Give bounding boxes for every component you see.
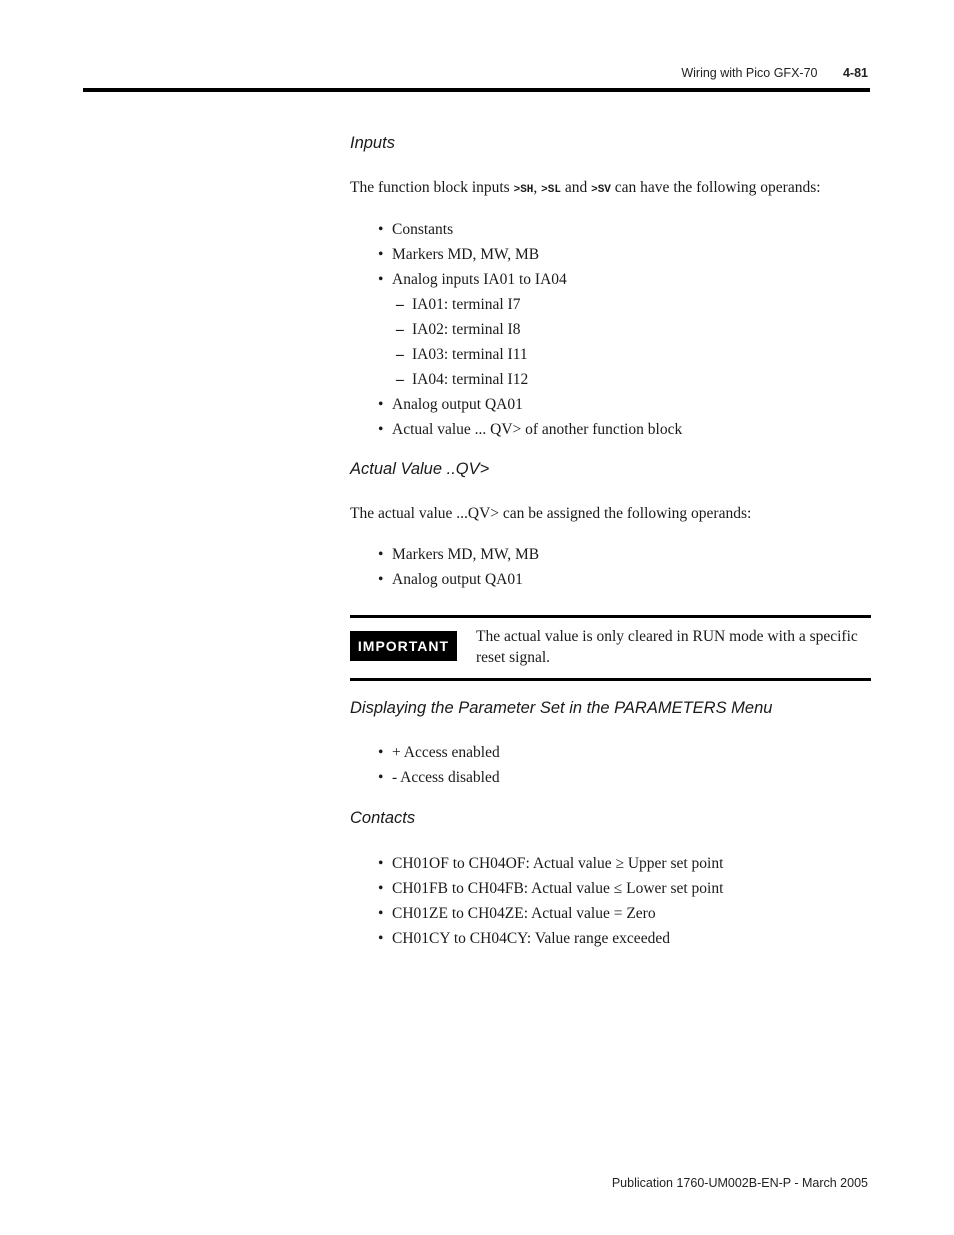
- list-item: • Analog output QA01: [378, 567, 539, 592]
- important-note: [350, 615, 871, 681]
- inputs-list: [378, 217, 682, 442]
- list-item: • CH01ZE to CH04ZE: Actual value = Zero: [378, 901, 723, 926]
- list-item: • Markers MD, MW, MB: [378, 242, 682, 267]
- header-title: Wiring with Pico GFX-70: [681, 66, 818, 80]
- important-label: IMPORTANT: [350, 631, 457, 661]
- parameters-heading: Displaying the Parameter Set in the PARAMETERS Menu: [350, 699, 773, 717]
- list-item: • - Access disabled: [378, 765, 500, 790]
- actual-value-list: [378, 542, 539, 592]
- list-item: • CH01FB to CH04FB: Actual value ≤ Lower set point: [378, 876, 723, 901]
- parameters-list: [378, 740, 500, 790]
- inputs-intro: [350, 179, 821, 197]
- inputs-intro-end: can have the following operands:: [610, 179, 821, 196]
- list-item: • CH01CY to CH04CY: Value range exceeded: [378, 926, 723, 951]
- inputs-intro-text: The function block inputs: [350, 179, 514, 196]
- sub-list-item: – IA04: terminal I12: [378, 367, 682, 392]
- inputs-intro-sep: ,: [533, 179, 542, 196]
- list-item: • Actual value ... QV> of another function block: [378, 417, 682, 442]
- operand-sl: >SL: [541, 184, 561, 196]
- contacts-list: [378, 851, 723, 951]
- actual-value-intro: The actual value ...QV> can be assigned the following operands:: [350, 505, 752, 522]
- list-item: • Markers MD, MW, MB: [378, 542, 539, 567]
- sub-list-item: – IA02: terminal I8: [378, 317, 682, 342]
- sub-list-item: – IA03: terminal I11: [378, 342, 682, 367]
- list-item: • Analog output QA01: [378, 392, 682, 417]
- sub-list-item: – IA01: terminal I7: [378, 292, 682, 317]
- operand-sh: >SH: [513, 184, 534, 196]
- page-header: [681, 66, 868, 80]
- actual-value-heading: Actual Value ..QV>: [350, 460, 490, 478]
- operand-sv: >SV: [591, 184, 611, 196]
- list-item: • Constants: [378, 217, 682, 242]
- header-rule: [83, 88, 870, 92]
- page-number: 4-81: [842, 66, 868, 80]
- list-item: • Analog inputs IA01 to IA04: [378, 267, 682, 292]
- contacts-heading: Contacts: [350, 809, 416, 827]
- list-item: • CH01OF to CH04OF: Actual value ≥ Upper set point: [378, 851, 723, 876]
- inputs-intro-and: and: [560, 179, 592, 196]
- page-footer: Publication 1760-UM002B-EN-P - March 2005: [611, 1176, 868, 1190]
- inputs-heading: Inputs: [350, 134, 395, 152]
- list-item: • + Access enabled: [378, 740, 500, 765]
- important-text: The actual value is only cleared in RUN mode with a specific reset signal.: [476, 628, 858, 666]
